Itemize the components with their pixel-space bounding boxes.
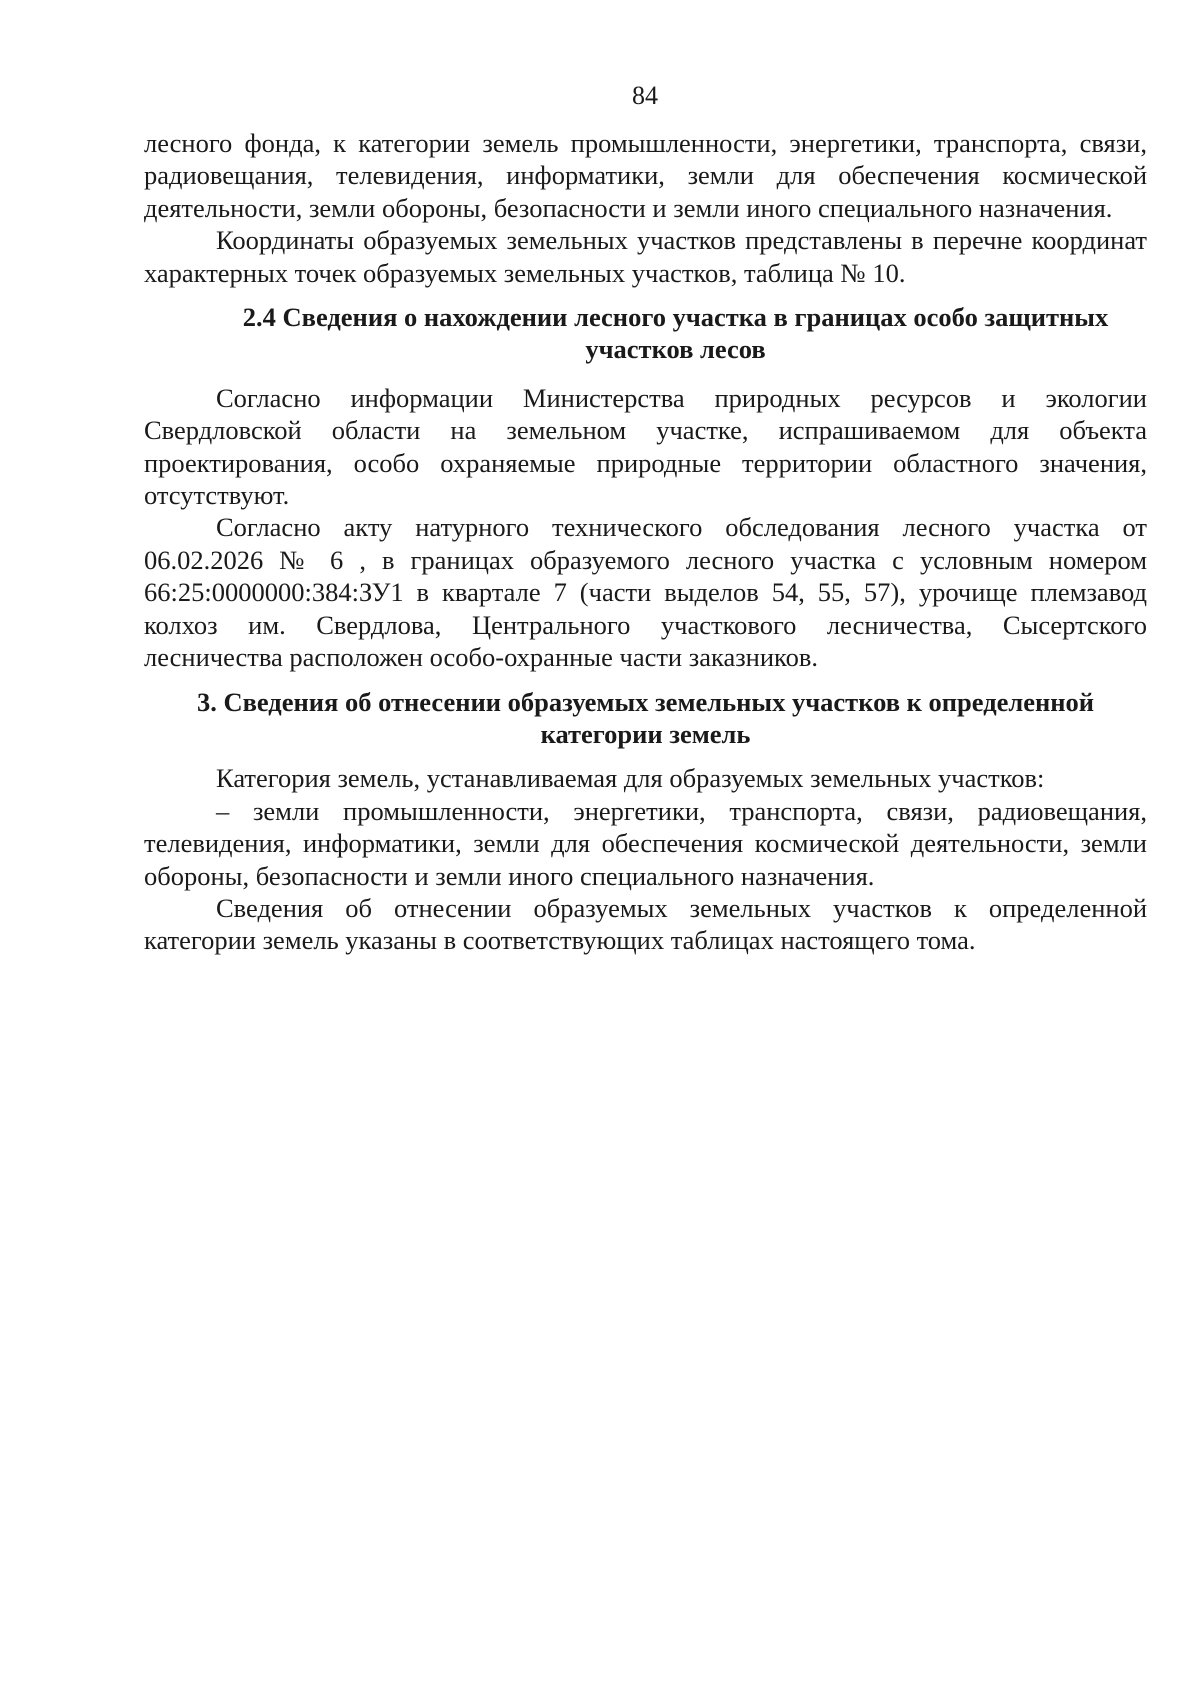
paragraph-land-category: Категория земель, устанавливаемая для образуемых земельных участков: bbox=[216, 763, 1045, 794]
paragraph-coordinates: Координаты образуемых земельных участков представлены в перечне координат характерных точек образуемых земельных участков, таблица № 10. bbox=[144, 225, 1147, 288]
page-number: 84 bbox=[632, 81, 658, 110]
paragraph-category-tables: Сведения об отнесении образуемых земельных участков к определенной категории земель указаны в соответствующих таблицах настоящего тома. bbox=[144, 892, 1147, 956]
paragraph-continuation: лесного фонда, к категории земель промышленности, энергетики, транспорта, связи, радиовещания, телевидения, информатики, земли для обеспечения космической деятельности, земли обороны, безопасности и земли иного специального назначения. bbox=[144, 128, 1147, 223]
heading-section-2-4: 2.4 Сведения о нахождении лесного участка в границах особо защитных участков лесов bbox=[242, 302, 1109, 365]
paragraph-inspection-act: Согласно акту натурного технического обследования лесного участка от 06.02.2026 № 6 , в границах образуемого лесного участка с условным номером 66:25:0000000:384:ЗУ1 в квартале 7 (части выделов 54, 55, 57), урочище племзавод колхоз им. Свердлова, Центрального участкового лесничества, Сысертского лесничества расположен особо-охранные части заказников. bbox=[144, 512, 1147, 673]
page-content bbox=[144, 127, 1147, 957]
paragraph-land-category-list: – земли промышленности, энергетики, транспорта, связи, радиовещания, телевидения, информатики, земли для обеспечения космической деятельности, земли обороны, безопасности и земли иного специального назначения. bbox=[144, 795, 1147, 891]
heading-section-3: 3. Сведения об отнесении образуемых земельных участков к определенной категории земель bbox=[196, 686, 1095, 749]
paragraph-ministry-info: Согласно информации Министерства природных ресурсов и экологии Свердловской области на земельном участке, испрашиваемом для объекта проектирования, особо охраняемые природные территории областного значения, отсутствуют. bbox=[144, 382, 1147, 511]
